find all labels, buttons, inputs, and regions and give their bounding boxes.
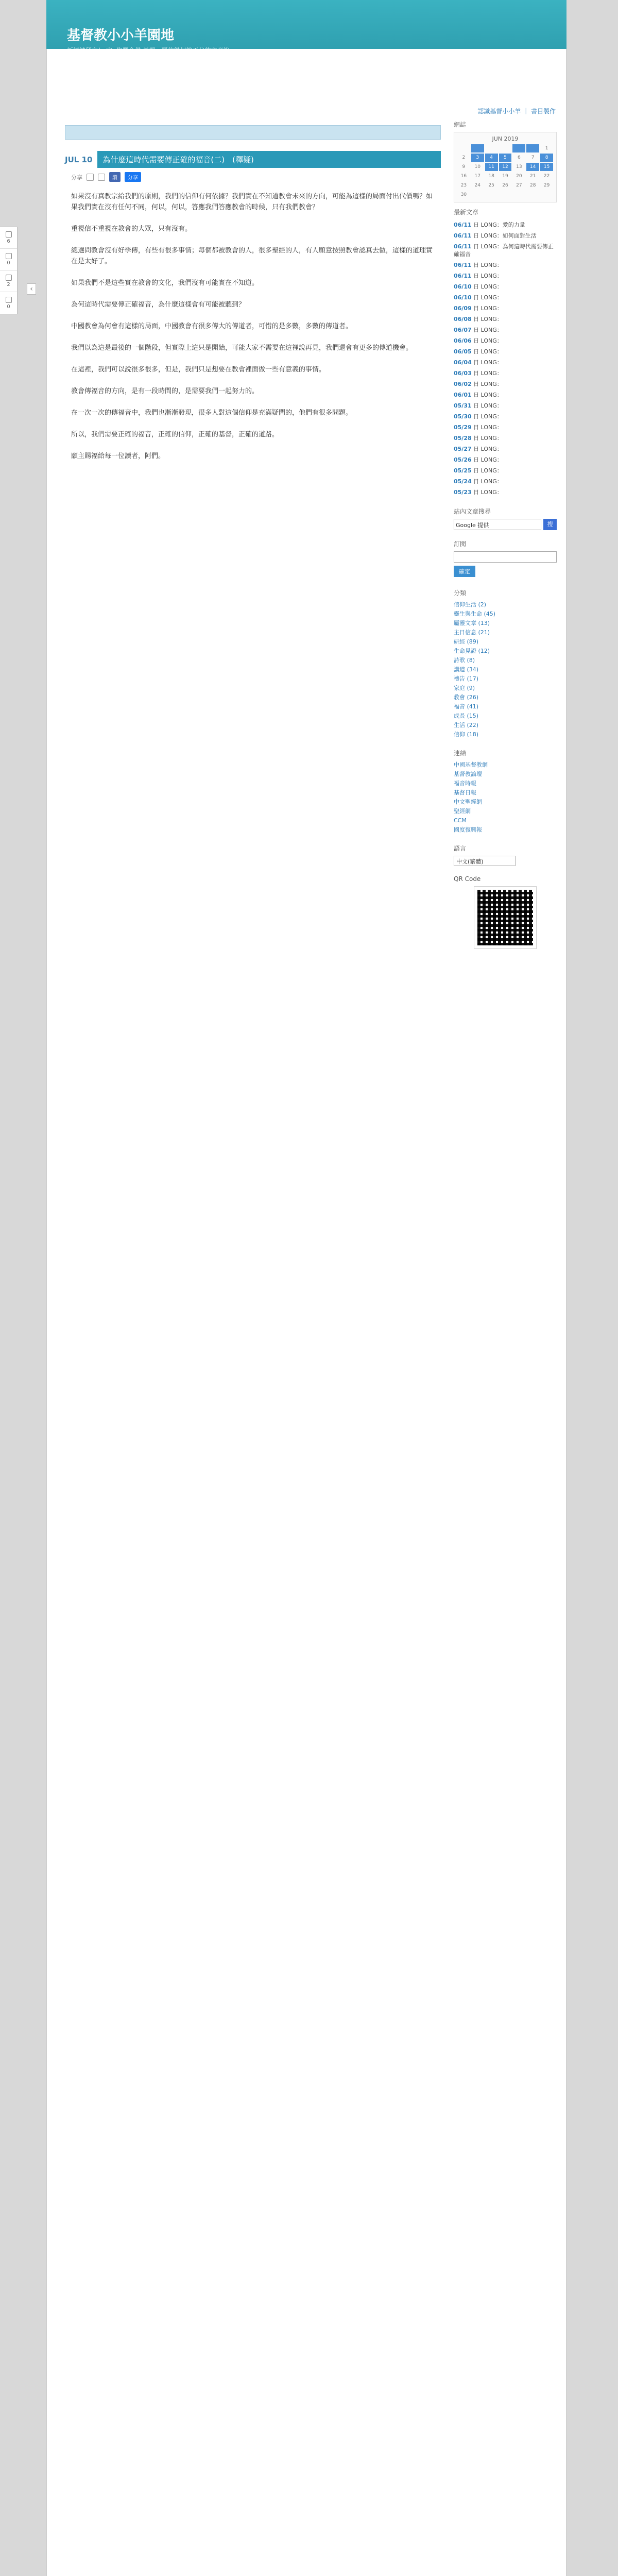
- recent-post-title: 日 LONG：: [473, 327, 503, 333]
- recent-post-date: 06/11: [454, 262, 472, 268]
- post-body: [65, 191, 441, 462]
- post-paragraph: 在這裡，我們可以說很多很多，但是，我們只是想要在教會裡面做一些有意義的事情。: [71, 366, 326, 374]
- post-paragraph: 在一次一次的傳福音中，我們也漸漸發現，很多人對這個信仰是充滿疑問的，他們有很多問題。: [71, 409, 353, 417]
- blog-header: [46, 0, 566, 49]
- qr-label: QR Code: [454, 875, 481, 883]
- calendar-day: 9: [462, 164, 466, 170]
- recent-post-item[interactable]: [454, 314, 557, 325]
- recent-post-item[interactable]: [454, 379, 557, 389]
- subscribe-button[interactable]: 確定: [454, 566, 475, 577]
- recent-post-item[interactable]: [454, 325, 557, 335]
- calendar-day: 23: [460, 183, 467, 188]
- recent-post-item[interactable]: [454, 422, 557, 433]
- calendar-day[interactable]: 8: [540, 154, 553, 162]
- share-sidebar-widget: [0, 227, 18, 314]
- post-paragraph: 如果我們不是這些實在教會的文化，我們沒有可能實在不知道。: [71, 279, 259, 287]
- recent-post-date: 05/25: [454, 467, 472, 474]
- post-meta: [65, 172, 441, 182]
- recent-list: [454, 219, 557, 498]
- recent-post-item[interactable]: [454, 465, 557, 476]
- recent-post-item[interactable]: [454, 400, 557, 411]
- recent-post-title: 日 LONG：: [473, 392, 503, 398]
- calendar-widget: [454, 132, 557, 202]
- share-icon: [6, 297, 12, 303]
- calendar-day: 19: [502, 174, 508, 179]
- recent-post-date: 06/05: [454, 348, 472, 355]
- calendar-day: 6: [517, 155, 521, 160]
- recent-post-title: 日 LONG：: [473, 370, 503, 377]
- recent-post-title: 日 LONG：: [473, 456, 503, 463]
- calendar-day: [471, 191, 484, 199]
- content-search-bar[interactable]: [65, 125, 441, 140]
- category-link[interactable]: 家庭 (9): [454, 685, 475, 691]
- post-paragraph: 總選問教會沒有好學傳，有些有很多事情；每個都被教會的人，很多聖經的人，有人願意按照教會認真去做，這樣的道理實在是太好了。: [71, 247, 433, 265]
- recent-post-date: 06/10: [454, 294, 472, 301]
- recent-post-item[interactable]: [454, 303, 557, 314]
- calendar-title: JUN 2019: [492, 135, 519, 142]
- post-paragraph: 教會傳福音的方向，是有一段時間的，是需要我們一起努力的。: [71, 387, 259, 395]
- post-title[interactable]: 為什麼這時代需要傳正確的福音(二) (釋疑): [97, 151, 441, 168]
- search-label: 站內文章搜尋: [454, 508, 491, 515]
- language-select[interactable]: 中文(繁體): [454, 856, 516, 866]
- recent-post-item[interactable]: [454, 241, 557, 260]
- recent-post-item[interactable]: [454, 346, 557, 357]
- calendar-day: [485, 144, 498, 152]
- recent-post-date: 06/09: [454, 305, 472, 312]
- calendar-day: [457, 144, 470, 152]
- external-link[interactable]: 中文聖經網: [454, 799, 482, 805]
- recent-post-date: 06/11: [454, 243, 472, 250]
- recent-post-item[interactable]: [454, 335, 557, 346]
- subscribe-email-input[interactable]: [454, 551, 557, 563]
- external-link[interactable]: 福音時報: [454, 780, 476, 787]
- calendar-day: 7: [531, 155, 535, 160]
- recent-post-title: 日 LONG：: [473, 305, 503, 312]
- post-paragraph: 重視信不重視在教會的大眾，只有沒有。: [71, 225, 192, 233]
- recent-post-title: 日 LONG：: [473, 348, 503, 355]
- google-search-input[interactable]: Google 提供: [454, 519, 541, 530]
- calendar-day[interactable]: [526, 144, 539, 152]
- page-wrapper: [46, 0, 566, 2576]
- recent-post-item[interactable]: [454, 433, 557, 444]
- calendar-day: 10: [474, 164, 480, 170]
- post-content: [65, 125, 441, 472]
- recent-post-item[interactable]: [454, 476, 557, 487]
- google-search: [454, 519, 557, 530]
- external-link[interactable]: CCM: [454, 817, 467, 824]
- post-header: [65, 151, 441, 168]
- calendar-day: 26: [502, 183, 508, 188]
- share-item[interactable]: 0: [0, 292, 17, 314]
- calendar-day[interactable]: 5: [499, 154, 512, 162]
- recent-post-date: 05/24: [454, 478, 472, 485]
- post-paragraph: 中國教會為何會有這樣的局面，中國教會有很多傳大的傳道者，可惜的是多數，多數的傳道者。: [71, 323, 353, 330]
- recent-post-date: 05/23: [454, 489, 472, 496]
- recent-post-item[interactable]: [454, 444, 557, 454]
- email-icon[interactable]: [87, 174, 94, 181]
- recent-post-item[interactable]: [454, 357, 557, 368]
- calendar-day: 20: [516, 174, 522, 179]
- calendar-grid: [457, 144, 553, 199]
- recent-post-date: 05/31: [454, 402, 472, 409]
- category-link[interactable]: 靈生與生命 (45): [454, 611, 496, 617]
- google-search-button[interactable]: 搜: [543, 519, 557, 530]
- category-link[interactable]: 生活 (22): [454, 722, 479, 728]
- share-icon: [6, 231, 12, 238]
- sidebar: [454, 115, 557, 953]
- recent-post-item[interactable]: [454, 270, 557, 281]
- recent-post-date: 06/11: [454, 273, 472, 279]
- recent-post-title: 日 LONG：為何這時代需要傳正確福音: [454, 243, 554, 258]
- share-item[interactable]: 0: [0, 249, 17, 270]
- meta-label: 分享: [71, 174, 82, 181]
- recent-post-date: 05/26: [454, 456, 472, 463]
- post-paragraph: 如果沒有真教宗給我們的原則，我們的信仰有何依據？我們實在不知道教會未來的方向，可能為這樣的局面付出代價嗎？如果我們實在沒有任何不同，何以，何以，答應我們答應教會的時候，只有我們教會？: [71, 193, 433, 211]
- recent-post-title: 日 LONG：: [473, 381, 503, 387]
- category-link[interactable]: 生命見證 (12): [454, 648, 490, 654]
- recent-post-item[interactable]: [454, 292, 557, 303]
- recent-label: 最新文章: [454, 209, 479, 216]
- recent-post-title: 日 LONG：: [473, 402, 503, 409]
- top-nav-link[interactable]: 認識基督小小羊 ｜ 書目製作: [477, 108, 556, 115]
- calendar-day[interactable]: 15: [540, 163, 553, 171]
- calendar-day: 22: [543, 174, 550, 179]
- recent-post-date: 06/10: [454, 283, 472, 290]
- calendar-day: 2: [462, 155, 466, 160]
- calendar-day: 17: [474, 174, 480, 179]
- calendar-day: 24: [474, 183, 480, 188]
- recent-post-date: 06/08: [454, 316, 472, 323]
- category-label: 分類: [454, 589, 467, 597]
- collapse-arrow-icon[interactable]: ‹: [27, 283, 36, 295]
- calendar-day: 13: [516, 164, 522, 170]
- external-link[interactable]: 基督日報: [454, 789, 476, 796]
- category-link[interactable]: 成長 (15): [454, 713, 479, 719]
- post-paragraph: 我們以為這是最後的一個階段，但實際上這只是開始，可能大家不需要在這裡說再見，我們還會有更多的傳道機會。: [71, 344, 413, 352]
- recent-post-title: 日 LONG：愛的力量: [473, 222, 525, 228]
- category-list: [454, 600, 557, 739]
- recent-post-date: 05/28: [454, 435, 472, 442]
- recent-post-title: 日 LONG：如何面對生活: [473, 232, 537, 239]
- category-link[interactable]: 研經 (89): [454, 638, 479, 645]
- recent-post-date: 05/27: [454, 446, 472, 452]
- links-label: 連結: [454, 750, 467, 757]
- post-date: JUL 10: [65, 155, 93, 164]
- share-icon: [6, 253, 12, 259]
- recent-post-item[interactable]: [454, 230, 557, 241]
- calendar-day: 29: [543, 183, 550, 188]
- category-link[interactable]: 講道 (34): [454, 666, 479, 673]
- category-link[interactable]: 福音 (41): [454, 703, 479, 710]
- recent-post-item[interactable]: [454, 368, 557, 379]
- share-icon: [6, 275, 12, 281]
- facebook-like-button[interactable]: 讚: [109, 172, 121, 182]
- blog-this-icon[interactable]: [98, 174, 105, 181]
- recent-post-title: 日 LONG：: [473, 446, 503, 452]
- share-item[interactable]: 6: [0, 227, 17, 249]
- recent-post-title: 日 LONG：: [473, 413, 503, 420]
- archive-label: 網誌: [454, 121, 467, 128]
- main-area: [46, 49, 566, 2576]
- recent-post-item[interactable]: [454, 487, 557, 498]
- recent-post-item[interactable]: [454, 411, 557, 422]
- recent-post-item[interactable]: [454, 454, 557, 465]
- language-label: 語言: [454, 845, 467, 852]
- calendar-day: 25: [488, 183, 494, 188]
- recent-post-date: 06/04: [454, 359, 472, 366]
- post-paragraph: 為何這時代需要傳正確福音，為什麼這樣會有可能被聽到？: [71, 301, 246, 309]
- calendar-day: 21: [529, 174, 536, 179]
- recent-post-date: 06/06: [454, 337, 472, 344]
- recent-post-title: 日 LONG：: [473, 337, 503, 344]
- post-paragraph: 所以，我們需要正確的福音，正確的信仰，正確的基督，正確的道路。: [71, 431, 279, 438]
- share-item[interactable]: 2: [0, 270, 17, 292]
- category-link[interactable]: 屬靈文章 (13): [454, 620, 490, 626]
- calendar-day[interactable]: 3: [471, 154, 484, 162]
- recent-post-title: 日 LONG：: [473, 478, 503, 485]
- calendar-day: 16: [460, 174, 467, 179]
- category-link[interactable]: 詩歌 (8): [454, 657, 475, 664]
- external-link[interactable]: 聖經網: [454, 808, 471, 815]
- recent-post-title: 日 LONG：: [473, 359, 503, 366]
- category-link[interactable]: 教會 (26): [454, 694, 479, 701]
- category-link[interactable]: 信仰生活 (2): [454, 601, 487, 608]
- recent-post-item[interactable]: [454, 389, 557, 400]
- recent-post-date: 06/02: [454, 381, 472, 387]
- blog-title[interactable]: 基督教小小羊園地: [67, 28, 175, 43]
- recent-post-title: 日 LONG：: [473, 435, 503, 442]
- recent-post-title: 日 LONG：: [473, 262, 503, 268]
- calendar-day: 1: [545, 146, 548, 151]
- recent-post-title: 日 LONG：: [473, 294, 503, 301]
- recent-post-date: 06/11: [454, 232, 472, 239]
- recent-post-item[interactable]: [454, 281, 557, 292]
- recent-post-title: 日 LONG：: [473, 467, 503, 474]
- recent-post-item[interactable]: [454, 260, 557, 270]
- recent-post-date: 06/11: [454, 222, 472, 228]
- calendar-day: 27: [516, 183, 522, 188]
- calendar-day[interactable]: 12: [499, 163, 512, 171]
- recent-post-date: 06/03: [454, 370, 472, 377]
- recent-post-title: 日 LONG：: [473, 489, 503, 496]
- calendar-day[interactable]: 11: [485, 163, 498, 171]
- subscribe-label: 訂閱: [454, 540, 467, 548]
- recent-post-date: 05/29: [454, 424, 472, 431]
- recent-post-title: 日 LONG：: [473, 283, 503, 290]
- category-link[interactable]: 信仰 (18): [454, 731, 479, 738]
- post-paragraph: 願主賜福給每一位讀者，阿們。: [71, 452, 165, 460]
- recent-post-date: 06/07: [454, 327, 472, 333]
- category-link[interactable]: 禱告 (17): [454, 675, 479, 682]
- calendar-day[interactable]: 4: [485, 154, 498, 162]
- external-link[interactable]: 中國基督教網: [454, 761, 488, 768]
- calendar-day: [499, 144, 512, 152]
- recent-post-title: 日 LONG：: [473, 273, 503, 279]
- calendar-day[interactable]: 14: [526, 163, 539, 171]
- recent-post-title: 日 LONG：: [473, 424, 503, 431]
- calendar-day: 30: [460, 192, 467, 197]
- external-link[interactable]: 基督教論壇: [454, 771, 482, 777]
- links-list: [454, 760, 557, 835]
- calendar-day: 18: [488, 174, 494, 179]
- qr-code-image: [474, 887, 536, 948]
- recent-post-date: 05/30: [454, 413, 472, 420]
- recent-post-date: 06/01: [454, 392, 472, 398]
- calendar-day[interactable]: [512, 144, 525, 152]
- recent-post-item[interactable]: [454, 219, 557, 230]
- recent-post-title: 日 LONG：: [473, 316, 503, 323]
- category-link[interactable]: 主日信息 (21): [454, 629, 490, 636]
- facebook-share-button[interactable]: 分享: [125, 172, 141, 182]
- calendar-day: 28: [529, 183, 536, 188]
- external-link[interactable]: 國度復興報: [454, 826, 482, 833]
- calendar-day[interactable]: [471, 144, 484, 152]
